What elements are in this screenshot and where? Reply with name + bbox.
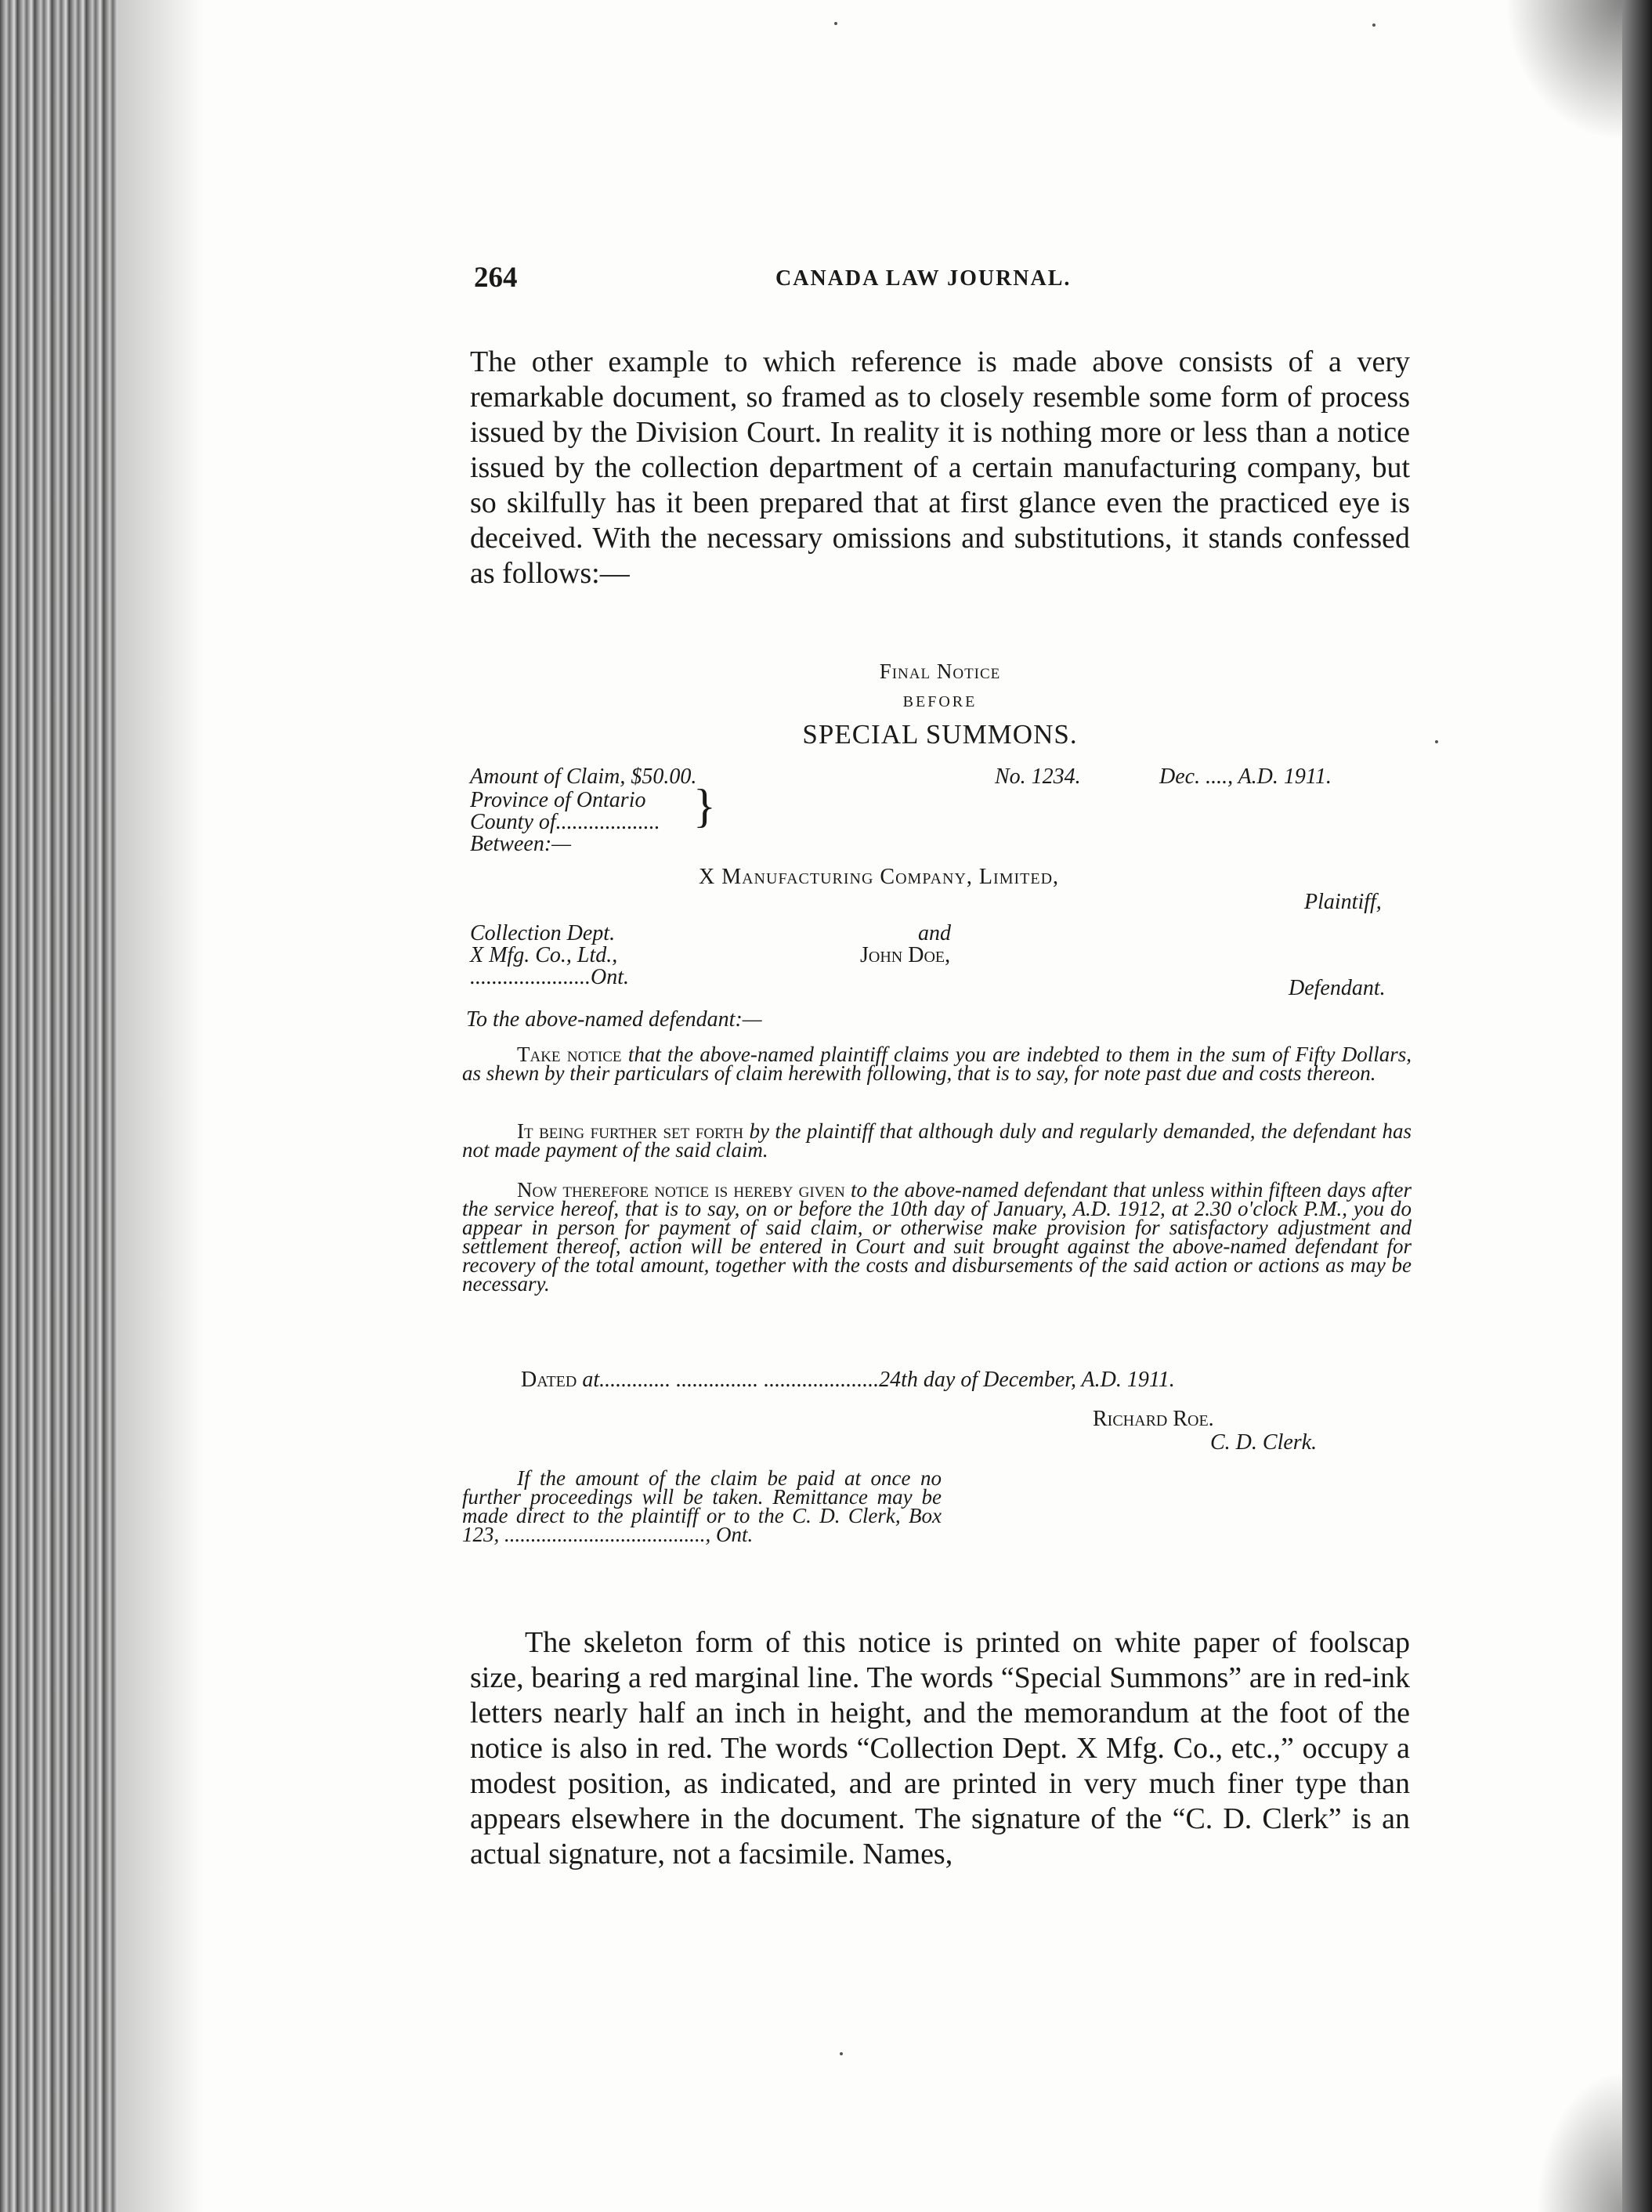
notice-title-final-notice: Final Notice — [879, 660, 1001, 683]
memorandum: If the amount of the claim be paid at once no further proceedings will be taken. Remittance may be made direct to the plaintiff or to the C. D. Clerk, Box 123, ......................................, Ont. — [462, 1466, 942, 1546]
notice-paragraph-take-notice: Take notice that the above-named plaintiff claims you are indebted to them in the sum of Fifty Dollars, as shewn by their particulars of claim herewith following, that is to say, for note past due and costs thereon. — [462, 1043, 1412, 1085]
notice-number: No. 1234. — [995, 764, 1081, 789]
and-conjunction: and — [918, 921, 951, 945]
notice-date: Dec. ...., A.D. 1911. — [1159, 764, 1332, 789]
right-page-edge — [1622, 0, 1652, 2212]
notice-paragraph-now-therefore: Now therefore notice is hereby given to the above-named defendant that unless within fifteen days after the service hereof, that is to say, on or before the 10th day of January, A.D. 1912, at 2.30 o'clock P.M., you do appear in person for payment of said claim, or otherwise make provision for satisfactory adjustment and settlement thereof, action will be entered in Court and suit brought against the above-named defendant for recovery of the total amount, together with the costs and disbursements of the said action or actions as may be necessary. — [462, 1178, 1412, 1296]
collection-dept: Collection Dept. — [470, 921, 616, 945]
notice-title-special-summons: SPECIAL SUMMONS. — [802, 719, 1078, 750]
binding-shadow — [117, 0, 204, 2212]
binding-edge — [0, 0, 117, 2212]
bottom-right-corner-wear — [1536, 2071, 1622, 2212]
county: County of................... — [470, 810, 660, 834]
notice-paragraph-further: It being further set forth by the plaintiff that although duly and regularly demanded, the defendant has not made payment of the said claim. — [462, 1119, 1412, 1162]
notice-title-before: BEFORE — [902, 693, 978, 710]
signer-title: C. D. Clerk. — [1210, 1430, 1318, 1455]
closing-paragraph: The skeleton form of this notice is printed on white paper of foolscap size, bearing a red marginal line. The words “Special Summons” are in red-ink letters nearly half an inch in height, and the memorandum at the foot of the notice is also in red. The words “Collection Dept. X Mfg. Co., etc.,” occupy a modest position, as indicated, and are printed in very much finer type than appears elsewhere in the document. The signature of the “C. D. Clerk” is an actual signature, not a facsimile. Names, — [470, 1626, 1410, 1870]
province: Province of Ontario — [470, 788, 646, 812]
top-right-corner-wear — [1505, 0, 1622, 141]
collection-company: X Mfg. Co., Ltd., — [470, 943, 618, 967]
plaintiff-label: Plaintiff, — [1304, 890, 1382, 914]
amount-of-claim: Amount of Claim, $50.00. — [470, 764, 697, 789]
collection-ont: ......................Ont. — [470, 965, 629, 989]
scan-speck — [840, 2052, 843, 2055]
to-defendant: To the above-named defendant:— — [466, 1007, 762, 1032]
page-number: 264 — [474, 262, 518, 294]
scan-speck — [1372, 23, 1375, 27]
defendant-name: John Doe, — [860, 943, 951, 967]
between: Between:— — [470, 832, 572, 856]
dated-line: Dated at............. ............... .....................24th day of December, A.D. 1911. — [521, 1368, 1175, 1392]
scan-speck — [834, 22, 837, 25]
defendant-label: Defendant. — [1289, 976, 1386, 1000]
brace: } — [693, 780, 716, 832]
plaintiff-name: X Manufacturing Company, Limited, — [699, 865, 1060, 889]
intro-paragraph: The other example to which reference is made above consists of a very remarkable document, so framed as to closely resemble some form of process issued by the Division Court. In reality it is nothing more or less than a notice issued by the collection department of a certain manufacturing company, but so skilfully has it been prepared that at first glance even the practiced eye is deceived. With the necessary omissions and substitutions, it stands confessed as follows:— — [470, 345, 1410, 590]
scan-speck — [1435, 740, 1438, 743]
running-head: CANADA LAW JOURNAL. — [775, 266, 1072, 291]
signer-name: Richard Roe. — [1093, 1407, 1214, 1431]
